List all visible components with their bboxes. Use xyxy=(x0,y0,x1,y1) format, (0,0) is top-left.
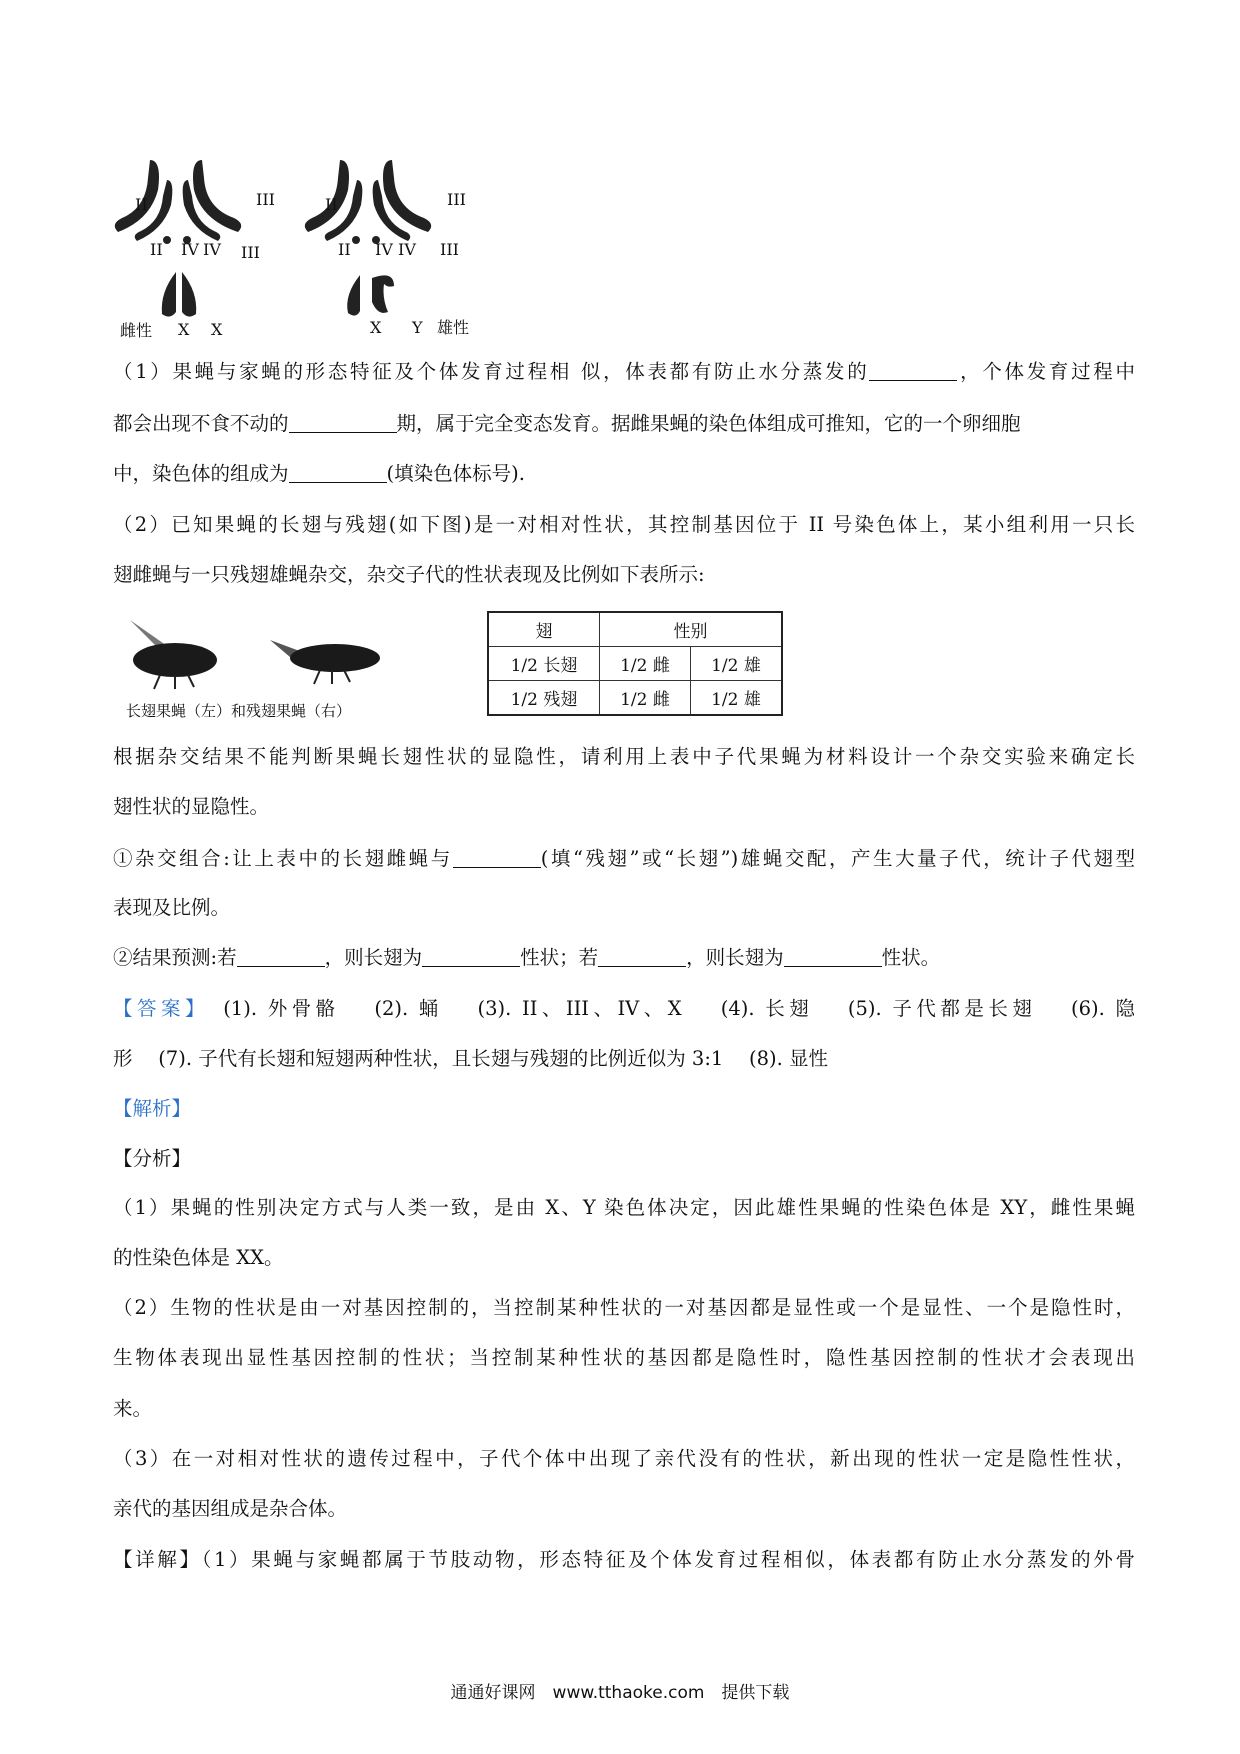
analysis-line: 的性染色体是 XX。 xyxy=(113,1246,284,1269)
label-roman-iv: IV xyxy=(181,240,199,259)
answer-blank-7[interactable] xyxy=(598,946,686,967)
label-roman-ii: II xyxy=(325,195,338,214)
q1-line2 xyxy=(113,410,1135,438)
footer-source: 通通好课网 www.tthaoke.com 提供下载 xyxy=(450,1683,790,1703)
answer-blank-5[interactable] xyxy=(237,946,325,967)
q1-line1 xyxy=(113,358,1135,386)
analysis-line: （1）果蝇的性别决定方式与人类一致，是由 X、Y 染色体决定，因此雄性果蝇的性染色体是 XY，雌性果蝇 xyxy=(113,1196,1135,1219)
q2-line2: 翅雌蝇与一只残翅雄蝇杂交，杂交子代的性状表现及比例如下表所示: xyxy=(113,563,705,586)
answer-tag: 【答案】 xyxy=(113,997,200,1020)
label-roman-iii: III xyxy=(241,243,260,262)
answer-blank-6[interactable] xyxy=(422,946,520,967)
fly-figure xyxy=(120,615,420,695)
c1-line1 xyxy=(113,845,1135,873)
vestigial-wing-fly-body xyxy=(290,644,380,672)
cell: 1/2 雌 xyxy=(600,647,691,681)
text: 期，属于完全变态发育。据雌果蝇的染色体组成可推知，它的一个卵细胞 xyxy=(396,412,1021,435)
male-label: 雄性 xyxy=(437,318,470,337)
label-roman-iv: IV xyxy=(398,240,416,259)
text: ，个体发育过程中 xyxy=(957,360,1135,383)
detail-tag: 【详解】 xyxy=(113,1548,202,1571)
y-label: Y xyxy=(412,318,423,337)
fly-figure-caption: 长翅果蝇（左）和残翅果蝇（右） xyxy=(126,702,352,720)
label-roman-iii: III xyxy=(440,240,459,259)
female-label: 雌性 xyxy=(120,321,153,340)
label-roman-iv: IV xyxy=(203,240,221,259)
text: ，则长翅为 xyxy=(686,946,784,969)
table-row xyxy=(488,647,782,681)
table-header-row xyxy=(488,612,782,647)
answer-blank-8[interactable] xyxy=(784,946,882,967)
c2-line xyxy=(113,944,1135,972)
x-label: X xyxy=(211,320,223,339)
fenxi-tag: 【分析】 xyxy=(113,1147,192,1170)
text: ①杂交组合:让上表中的长翅雌蝇与 xyxy=(113,847,453,870)
label-roman-iv: IV xyxy=(375,240,393,259)
long-wing-fly-body xyxy=(133,643,217,677)
x-label: X xyxy=(370,318,382,337)
text: ②结果预测:若 xyxy=(113,946,237,969)
text: 性状。 xyxy=(881,946,941,969)
c1-line2: 表现及比例。 xyxy=(113,896,231,919)
q3-line1: 根据杂交结果不能判断果蝇长翅性状的显隐性，请利用上表中子代果蝇为材料设计一个杂交实验来确定长 xyxy=(113,745,1135,768)
cell: 1/2 残翅 xyxy=(488,681,600,716)
analysis-line: 来。 xyxy=(113,1397,153,1420)
answer-blank-1[interactable] xyxy=(869,360,957,381)
chromosome-figure xyxy=(110,150,490,350)
label-roman-ii: II xyxy=(150,240,163,259)
analysis-tag: 【解析】 xyxy=(113,1097,192,1120)
text: (填“残翅”或“长翅”)雄蝇交配，产生大量子代，统计子代翅型 xyxy=(540,847,1136,870)
cell: 1/2 雌 xyxy=(600,681,691,716)
text: 中，染色体的组成为 xyxy=(113,462,289,485)
x-label: X xyxy=(178,320,190,339)
q2-line1: （2）已知果蝇的长翅与残翅(如下图)是一对相对性状，其控制基因位于 II 号染色体上，某小组利用一只长 xyxy=(113,513,1135,536)
text: 性状；若 xyxy=(520,946,599,969)
text: （1）果蝇与家蝇的形态特征及个体发育过程相 似，体表都有防止水分蒸发的 xyxy=(113,360,870,383)
analysis-line: （3）在一对相对性状的遗传过程中，子代个体中出现了亲代没有的性状，新出现的性状一定是隐性性状， xyxy=(113,1447,1135,1470)
answer-line1 xyxy=(113,995,1135,1023)
text: （1）果蝇与家蝇都属于节肢动物，形态特征及个体发育过程相似，体表都有防止水分蒸发的外骨 xyxy=(201,1548,1135,1571)
analysis-line: （2）生物的性状是由一对基因控制的，当控制某种性状的一对基因都是显性或一个是显性、一个是隐性时， xyxy=(113,1296,1135,1319)
male-chromosomes xyxy=(305,160,431,316)
text: (填染色体标号). xyxy=(386,462,525,485)
analysis-line: 生物体表现出显性基因控制的性状；当控制某种性状的基因都是隐性时，隐性基因控制的性状才会表现出 xyxy=(113,1346,1135,1369)
text: 都会出现不食不动的 xyxy=(113,412,289,435)
label-roman-ii: II xyxy=(338,240,351,259)
analysis-line: 亲代的基因组成是杂合体。 xyxy=(113,1497,348,1520)
text: (1). 外骨骼 (2). 蛹 (3). II、III、IV、X (4). 长翅 (5). 子代都是长翅 (6). 隐 xyxy=(223,997,1135,1020)
cell: 1/2 雄 xyxy=(691,681,783,716)
q1-line3 xyxy=(113,460,1135,488)
header-wing: 翅 xyxy=(488,612,600,647)
detail-line xyxy=(113,1546,1135,1574)
text: ，则长翅为 xyxy=(324,946,423,969)
q3-line2: 翅性状的显隐性。 xyxy=(113,795,270,818)
label-roman-iii: III xyxy=(447,190,466,209)
answer-line2: 形 (7). 子代有长翅和短翅两种性状，且长翅与残翅的比例近似为 3:1 (8). 显性 xyxy=(113,1047,829,1070)
cross-result-table xyxy=(487,611,783,716)
header-sex: 性别 xyxy=(600,612,783,647)
label-roman-iii: III xyxy=(256,190,275,209)
cell: 1/2 雄 xyxy=(691,647,783,681)
cell: 1/2 长翅 xyxy=(488,647,600,681)
label-roman-ii: II xyxy=(135,195,148,214)
female-chromosomes xyxy=(115,160,241,317)
table-row xyxy=(488,681,782,716)
answer-blank-4[interactable] xyxy=(453,847,541,868)
answer-blank-2[interactable] xyxy=(289,412,397,433)
answer-blank-3[interactable] xyxy=(289,462,387,483)
